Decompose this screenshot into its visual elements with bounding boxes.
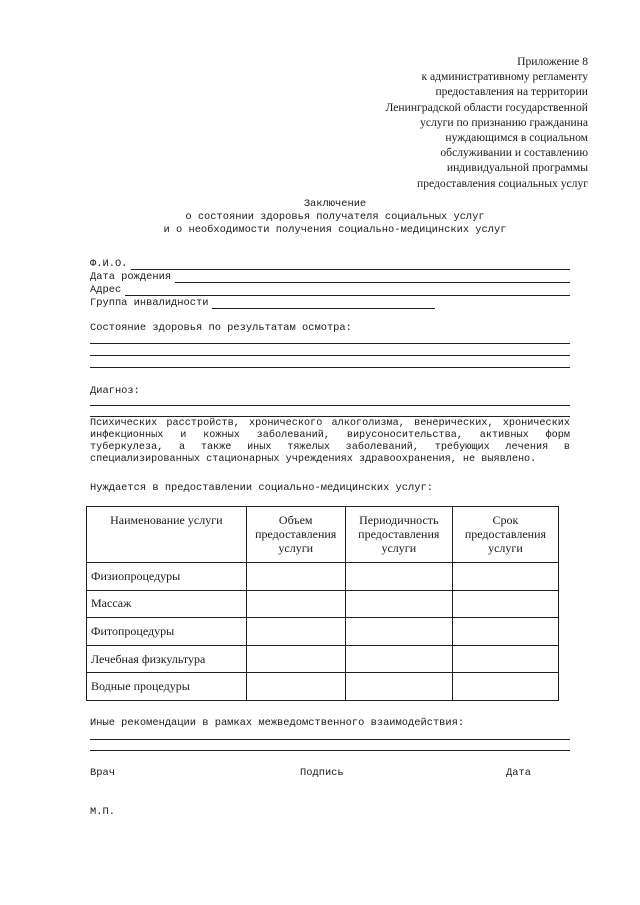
disability-group-field[interactable]: [90, 297, 435, 309]
service-name: Физиопроцедуры: [87, 563, 247, 591]
col-header-frequency: Периодичность предоставления услуги: [345, 507, 452, 563]
health-status-line[interactable]: [90, 355, 570, 356]
service-name: Фитопроцедуры: [87, 618, 247, 646]
appendix-line: предоставления на территории: [435, 85, 588, 99]
diagnosis-line[interactable]: [90, 405, 570, 406]
fio-field[interactable]: [90, 258, 570, 270]
table-row: [87, 645, 559, 673]
appendix-line: к административному регламенту: [421, 70, 588, 84]
frequency-cell[interactable]: [345, 673, 452, 701]
table-row: [87, 618, 559, 646]
health-status-line[interactable]: [90, 343, 570, 344]
address-field[interactable]: [90, 284, 570, 296]
appendix-line: обслуживании и составлению: [440, 146, 588, 160]
appendix-line: Ленинградской области государственной: [385, 100, 588, 114]
volume-cell[interactable]: [246, 590, 345, 618]
table-row: [87, 673, 559, 701]
appendix-line: нуждающимся в социальном: [445, 131, 588, 145]
table-header-row: [87, 507, 559, 563]
address-label: Адрес: [90, 284, 122, 296]
stamp-label: М.П.: [90, 806, 115, 818]
birth-date-field[interactable]: [90, 271, 570, 283]
health-status-label: Состояние здоровья по результатам осмотра:: [90, 322, 352, 334]
volume-cell[interactable]: [246, 563, 345, 591]
frequency-cell[interactable]: [345, 645, 452, 673]
needs-label: Нуждается в предоставлении социально-медицинских услуг:: [90, 482, 433, 494]
title-line: и о необходимости получения социально-медицинских услуг: [163, 223, 507, 236]
doctor-label: Врач: [90, 767, 115, 779]
other-recommendations-label: Иные рекомендации в рамках межведомственного взаимодействия:: [90, 717, 465, 729]
address-line[interactable]: [125, 286, 570, 296]
col-header-service: Наименование услуги: [87, 507, 247, 563]
disability-group-line[interactable]: [212, 299, 435, 309]
table-row: [87, 563, 559, 591]
health-status-line[interactable]: [90, 367, 570, 368]
fio-line[interactable]: [131, 260, 570, 270]
signature-label: Подпись: [300, 767, 344, 779]
appendix-line: индивидуальной программы: [446, 161, 588, 175]
appendix-line: предоставления социальных услуг: [416, 176, 588, 190]
recommendations-line[interactable]: [90, 739, 570, 740]
birth-date-line[interactable]: [175, 273, 570, 283]
service-name: Массаж: [87, 590, 247, 618]
col-header-term: Срок предоставления услуги: [452, 507, 558, 563]
term-cell[interactable]: [452, 563, 558, 591]
col-header-volume: Объем предоставления услуги: [246, 507, 345, 563]
services-table: [86, 506, 559, 701]
term-cell[interactable]: [452, 673, 558, 701]
diagnosis-line[interactable]: [90, 416, 570, 417]
frequency-cell[interactable]: [345, 563, 452, 591]
appendix-line: Приложение 8: [517, 55, 588, 68]
table-row: [87, 590, 559, 618]
appendix-line: услуги по признанию гражданина: [420, 115, 588, 129]
volume-cell[interactable]: [246, 645, 345, 673]
volume-cell[interactable]: [246, 673, 345, 701]
disclaimer-paragraph: Психических расстройств, хронического алкоголизма, венерических, хронических инфекционных и кожных заболеваний, вирусоносительства, активных форм туберкулеза, а также иных тяжелых заболеваний, требующих лечения в специализированных стационарных учреждениях здравоохранения, не выявлено.: [90, 418, 570, 465]
date-label: Дата: [506, 767, 531, 779]
diagnosis-label: Диагноз:: [90, 385, 140, 397]
service-name: Водные процедуры: [87, 673, 247, 701]
frequency-cell[interactable]: [345, 618, 452, 646]
title-line: о состоянии здоровья получателя социальных услуг: [185, 210, 485, 223]
term-cell[interactable]: [452, 618, 558, 646]
volume-cell[interactable]: [246, 618, 345, 646]
frequency-cell[interactable]: [345, 590, 452, 618]
document-title: [90, 198, 580, 236]
appendix-header: [328, 54, 588, 191]
service-name: Лечебная физкультура: [87, 645, 247, 673]
disability-group-label: Группа инвалидности: [90, 297, 209, 309]
term-cell[interactable]: [452, 590, 558, 618]
term-cell[interactable]: [452, 645, 558, 673]
fio-label: Ф.И.О.: [90, 258, 128, 270]
birth-date-label: Дата рождения: [90, 271, 172, 283]
title-line: Заключение: [303, 198, 367, 210]
recommendations-line[interactable]: [90, 750, 570, 751]
